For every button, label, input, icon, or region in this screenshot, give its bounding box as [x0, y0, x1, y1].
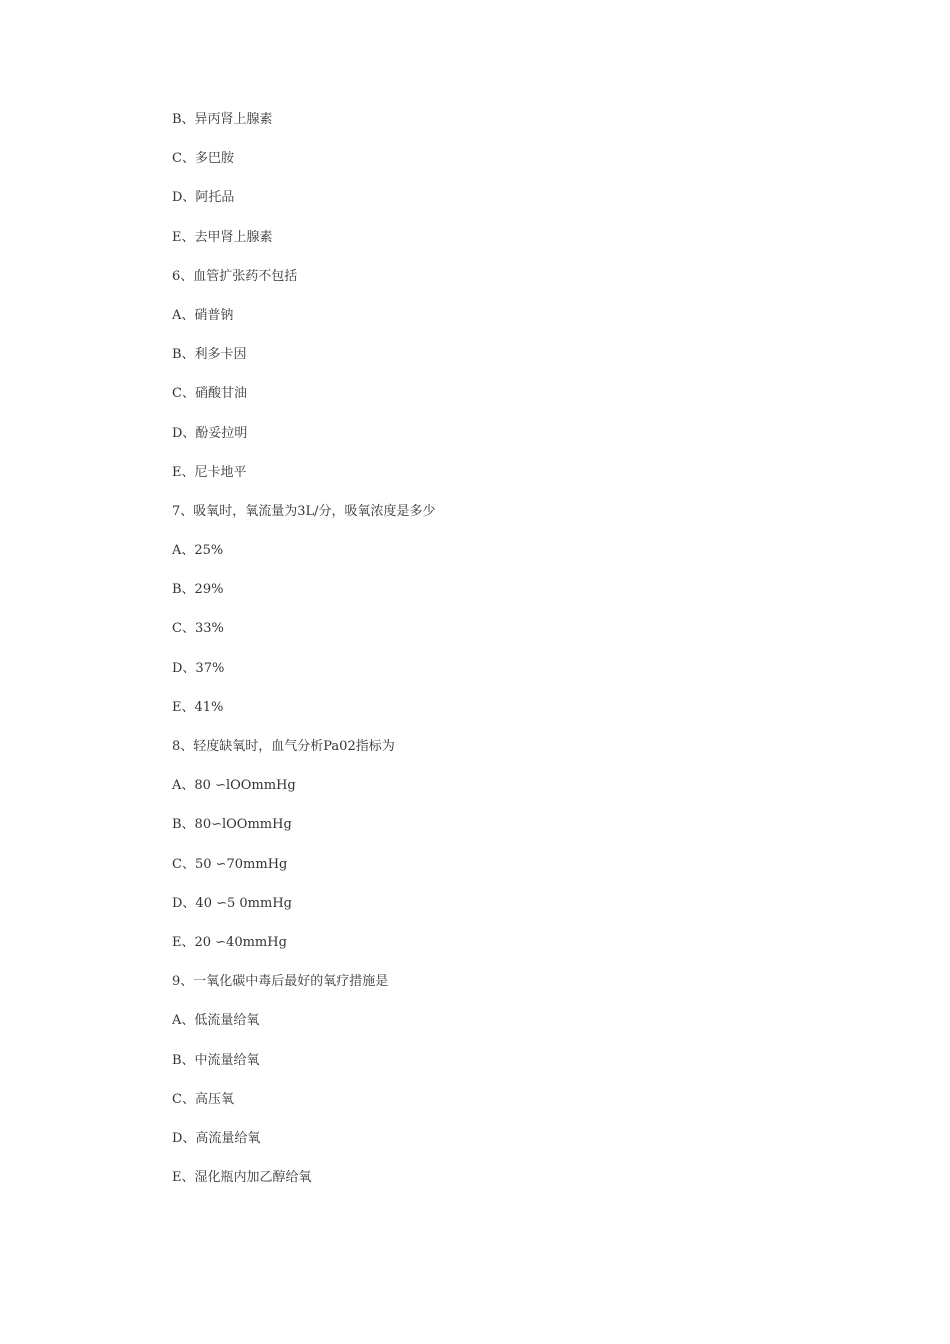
option-line: B、中流量给氧 — [172, 1052, 260, 1068]
option-line: E、20 ∽40mmHg — [172, 934, 287, 950]
option-line: B、利多卡因 — [172, 347, 247, 363]
question-line: 8、轻度缺氧时，血气分析Pa02指标为 — [172, 739, 395, 754]
option-line: D、37% — [172, 660, 225, 676]
question-line: 7、吸氧时，氧流量为3L/分，吸氧浓度是多少 — [172, 503, 436, 519]
option-line: D、高流量给氧 — [172, 1130, 261, 1146]
option-line: C、多巴胺 — [172, 151, 234, 167]
question-line: 9、一氧化碳中毒后最好的氧疗措施是 — [172, 974, 389, 990]
option-line: D、40 ∽5 0mmHg — [172, 895, 292, 911]
option-line: C、50 ∽70mmHg — [172, 856, 288, 872]
question-list — [172, 108, 436, 1205]
option-line: A、80 ∽lOOmmHg — [172, 778, 296, 794]
option-line: C、高压氧 — [172, 1091, 234, 1107]
option-line: A、硝普钠 — [172, 307, 234, 323]
option-line: C、硝酸甘油 — [172, 386, 247, 402]
option-line: C、33% — [172, 621, 224, 637]
question-line: 6、血管扩张药不包括 — [172, 268, 298, 284]
option-line: B、29% — [172, 582, 224, 598]
option-line: A、低流量给氧 — [172, 1013, 260, 1029]
option-line: E、41% — [172, 699, 224, 715]
option-line: A、25% — [172, 543, 224, 559]
option-line: E、尼卡地平 — [172, 464, 247, 480]
option-line: D、阿托品 — [172, 190, 235, 206]
option-line: B、80∽lOOmmHg — [172, 817, 292, 833]
option-line: E、去甲肾上腺素 — [172, 229, 273, 245]
option-line: B、异丙肾上腺素 — [172, 112, 273, 127]
option-line: D、酚妥拉明 — [172, 425, 248, 441]
option-line: E、湿化瓶内加乙醇给氧 — [172, 1170, 312, 1186]
